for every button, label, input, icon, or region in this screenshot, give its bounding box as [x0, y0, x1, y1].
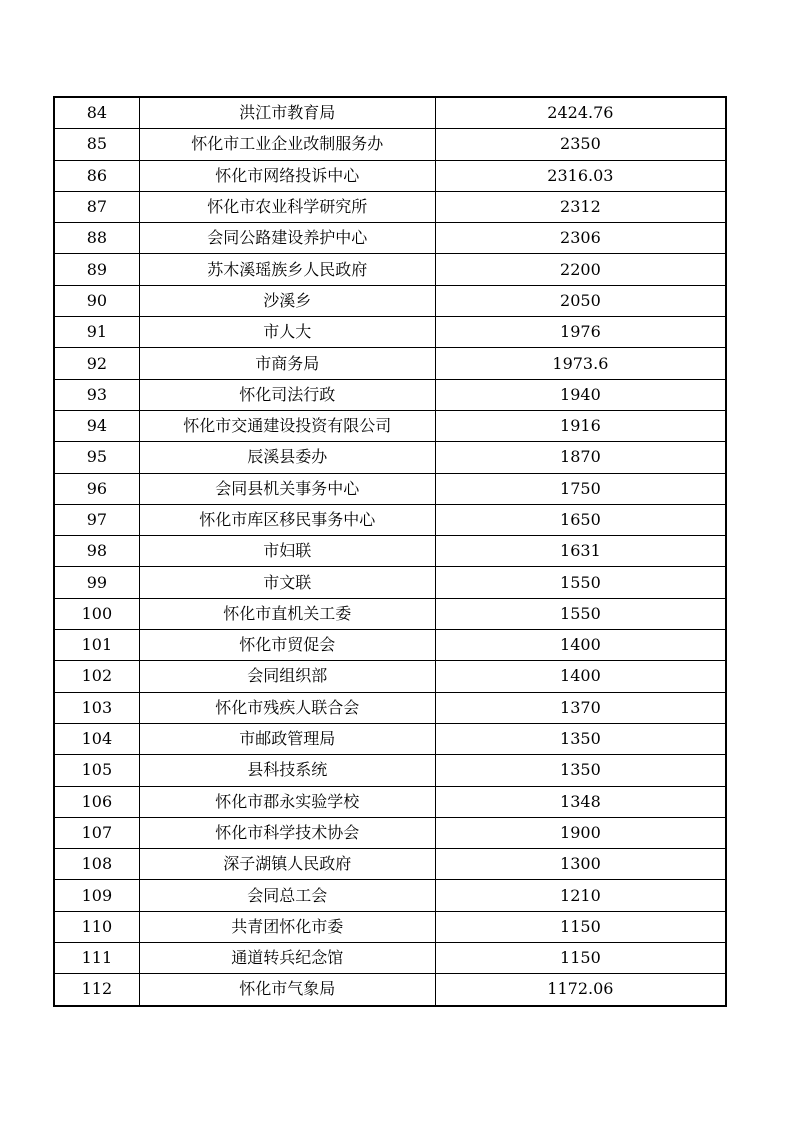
- row-number-cell: 109: [54, 880, 139, 911]
- table-row: [54, 911, 726, 942]
- unit-name-cell: 怀化市科学技术协会: [139, 817, 435, 848]
- table-row: [54, 630, 726, 661]
- unit-name-cell: 沙溪乡: [139, 285, 435, 316]
- row-number-cell: 108: [54, 849, 139, 880]
- row-number-cell: 111: [54, 943, 139, 974]
- table-row: [54, 974, 726, 1006]
- row-number-cell: 102: [54, 661, 139, 692]
- row-number-cell: 101: [54, 630, 139, 661]
- table-row: [54, 661, 726, 692]
- row-number-cell: 95: [54, 442, 139, 473]
- amount-cell: 1750: [435, 473, 726, 504]
- amount-cell: 2050: [435, 285, 726, 316]
- unit-name-cell: 县科技系统: [139, 755, 435, 786]
- table-row: [54, 348, 726, 379]
- amount-cell: 1150: [435, 911, 726, 942]
- unit-name-cell: 市邮政管理局: [139, 723, 435, 754]
- row-number-cell: 94: [54, 410, 139, 441]
- row-number-cell: 104: [54, 723, 139, 754]
- amount-cell: 1348: [435, 786, 726, 817]
- row-number-cell: 100: [54, 598, 139, 629]
- table-row: [54, 285, 726, 316]
- unit-name-cell: 怀化市贸促会: [139, 630, 435, 661]
- table-row: [54, 567, 726, 598]
- row-number-cell: 97: [54, 504, 139, 535]
- amount-cell: 1350: [435, 723, 726, 754]
- amount-cell: 1400: [435, 661, 726, 692]
- table-row: [54, 692, 726, 723]
- unit-name-cell: 市商务局: [139, 348, 435, 379]
- unit-name-cell: 怀化市农业科学研究所: [139, 191, 435, 222]
- row-number-cell: 112: [54, 974, 139, 1006]
- amount-cell: 2312: [435, 191, 726, 222]
- table-row: [54, 723, 726, 754]
- unit-name-cell: 共青团怀化市委: [139, 911, 435, 942]
- amount-cell: 1172.06: [435, 974, 726, 1006]
- amount-cell: 1370: [435, 692, 726, 723]
- row-number-cell: 86: [54, 160, 139, 191]
- row-number-cell: 87: [54, 191, 139, 222]
- amount-cell: 2200: [435, 254, 726, 285]
- unit-name-cell: 怀化市残疾人联合会: [139, 692, 435, 723]
- amount-cell: 2316.03: [435, 160, 726, 191]
- table-row: [54, 755, 726, 786]
- unit-name-cell: 市人大: [139, 317, 435, 348]
- amount-cell: 1631: [435, 536, 726, 567]
- table-row: [54, 254, 726, 285]
- unit-name-cell: 洪江市教育局: [139, 97, 435, 129]
- row-number-cell: 92: [54, 348, 139, 379]
- unit-name-cell: 会同公路建设养护中心: [139, 223, 435, 254]
- row-number-cell: 110: [54, 911, 139, 942]
- table-row: [54, 223, 726, 254]
- unit-name-cell: 怀化市气象局: [139, 974, 435, 1006]
- row-number-cell: 93: [54, 379, 139, 410]
- amount-cell: 1550: [435, 598, 726, 629]
- row-number-cell: 91: [54, 317, 139, 348]
- unit-name-cell: 深子湖镇人民政府: [139, 849, 435, 880]
- table-row: [54, 880, 726, 911]
- row-number-cell: 105: [54, 755, 139, 786]
- row-number-cell: 85: [54, 129, 139, 160]
- table-row: [54, 442, 726, 473]
- table-row: [54, 943, 726, 974]
- row-number-cell: 106: [54, 786, 139, 817]
- amount-cell: 1400: [435, 630, 726, 661]
- amount-cell: 1350: [435, 755, 726, 786]
- unit-name-cell: 会同组织部: [139, 661, 435, 692]
- amount-cell: 1973.6: [435, 348, 726, 379]
- table-row: [54, 191, 726, 222]
- table-row: [54, 160, 726, 191]
- donation-table: [53, 96, 727, 1007]
- table-row: [54, 536, 726, 567]
- unit-name-cell: 怀化市工业企业改制服务办: [139, 129, 435, 160]
- unit-name-cell: 怀化市直机关工委: [139, 598, 435, 629]
- table-row: [54, 317, 726, 348]
- table-row: [54, 817, 726, 848]
- amount-cell: 1650: [435, 504, 726, 535]
- unit-name-cell: 市文联: [139, 567, 435, 598]
- table-row: [54, 410, 726, 441]
- unit-name-cell: 苏木溪瑶族乡人民政府: [139, 254, 435, 285]
- amount-cell: 1300: [435, 849, 726, 880]
- row-number-cell: 90: [54, 285, 139, 316]
- amount-cell: 2350: [435, 129, 726, 160]
- row-number-cell: 89: [54, 254, 139, 285]
- row-number-cell: 107: [54, 817, 139, 848]
- table-row: [54, 504, 726, 535]
- unit-name-cell: 怀化市郡永实验学校: [139, 786, 435, 817]
- table-row: [54, 473, 726, 504]
- table-row: [54, 598, 726, 629]
- amount-cell: 1916: [435, 410, 726, 441]
- unit-name-cell: 通道转兵纪念馆: [139, 943, 435, 974]
- unit-name-cell: 怀化市网络投诉中心: [139, 160, 435, 191]
- table-row: [54, 97, 726, 129]
- unit-name-cell: 怀化司法行政: [139, 379, 435, 410]
- table-row: [54, 849, 726, 880]
- amount-cell: 2424.76: [435, 97, 726, 129]
- table-row: [54, 786, 726, 817]
- row-number-cell: 98: [54, 536, 139, 567]
- amount-cell: 1150: [435, 943, 726, 974]
- unit-name-cell: 怀化市交通建设投资有限公司: [139, 410, 435, 441]
- amount-cell: 1550: [435, 567, 726, 598]
- amount-cell: 1900: [435, 817, 726, 848]
- unit-name-cell: 市妇联: [139, 536, 435, 567]
- row-number-cell: 84: [54, 97, 139, 129]
- table-row: [54, 379, 726, 410]
- amount-cell: 2306: [435, 223, 726, 254]
- amount-cell: 1870: [435, 442, 726, 473]
- unit-name-cell: 会同总工会: [139, 880, 435, 911]
- amount-cell: 1210: [435, 880, 726, 911]
- table-body: [54, 97, 726, 1006]
- row-number-cell: 88: [54, 223, 139, 254]
- row-number-cell: 99: [54, 567, 139, 598]
- table-row: [54, 129, 726, 160]
- row-number-cell: 103: [54, 692, 139, 723]
- amount-cell: 1976: [435, 317, 726, 348]
- unit-name-cell: 怀化市库区移民事务中心: [139, 504, 435, 535]
- unit-name-cell: 会同县机关事务中心: [139, 473, 435, 504]
- unit-name-cell: 辰溪县委办: [139, 442, 435, 473]
- row-number-cell: 96: [54, 473, 139, 504]
- amount-cell: 1940: [435, 379, 726, 410]
